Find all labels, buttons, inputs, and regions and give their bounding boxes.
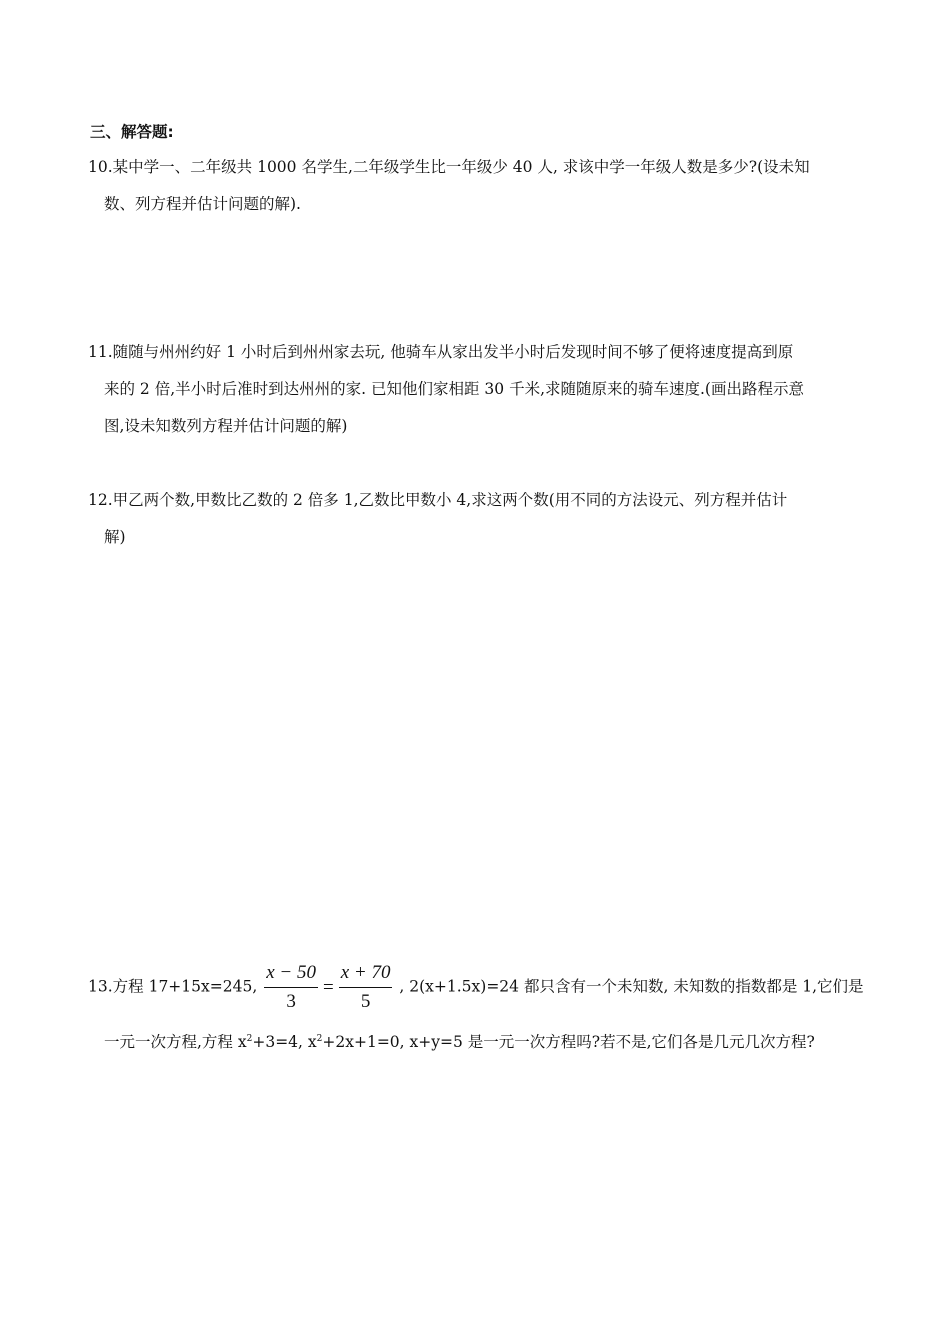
question-13-after-fraction: , 2(x+1.5x)=24 都只含有一个未知数, 未知数的指数都是 1,它们是	[399, 977, 864, 996]
q13-text-b: +3=4, x	[252, 1033, 317, 1051]
fraction-numerator: x + 70	[339, 962, 393, 988]
fraction-denominator: 3	[286, 991, 296, 1012]
fraction-x-plus-70-over-5	[339, 962, 393, 1013]
fraction-x-minus-50-over-3	[264, 962, 318, 1013]
question-13-line-1	[88, 962, 864, 1013]
question-12-line-2: 解)	[104, 528, 126, 546]
question-11-line-3: 图,设未知数列方程并估计问题的解)	[104, 417, 348, 435]
equals-sign: =	[322, 976, 334, 998]
exponent: 2	[246, 1034, 253, 1044]
fraction-numerator: x − 50	[264, 962, 318, 988]
question-13-prefix: 13.方程 17+15x=245,	[88, 977, 258, 996]
section-title: 三、解答题:	[90, 123, 174, 141]
question-11-line-2: 来的 2 倍,半小时后准时到达州州的家. 已知他们家相距 30 千米,求随随原来的骑车速度.(画出路程示意	[104, 380, 804, 398]
exponent: 2	[316, 1034, 323, 1044]
question-10-line-1: 10.某中学一、二年级共 1000 名学生,二年级学生比一年级少 40 人, 求该中学一年级人数是多少?(设未知	[88, 158, 810, 176]
question-13-line-2	[104, 1029, 815, 1052]
q13-text-a: 一元一次方程,方程 x	[104, 1033, 247, 1051]
q13-text-c: +2x+1=0, x+y=5 是一元一次方程吗?若不是,它们各是几元几次方程?	[322, 1033, 815, 1051]
question-12-line-1: 12.甲乙两个数,甲数比乙数的 2 倍多 1,乙数比甲数小 4,求这两个数(用不同的方法设元、列方程并估计	[88, 491, 788, 509]
question-11-line-1: 11.随随与州州约好 1 小时后到州州家去玩, 他骑车从家出发半小时后发现时间不够了便将速度提高到原	[88, 343, 794, 361]
fraction-denominator: 5	[360, 991, 371, 1012]
question-10-line-2: 数、列方程并估计问题的解).	[104, 195, 301, 213]
